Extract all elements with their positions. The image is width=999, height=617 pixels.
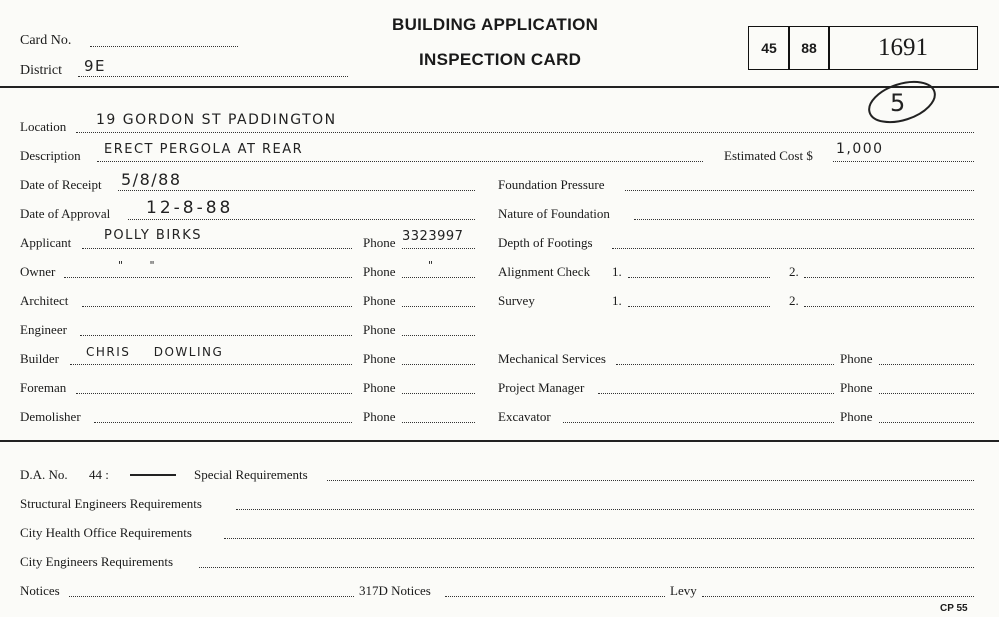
title-line2: INSPECTION CARD (419, 50, 582, 69)
survey-num-2: 2. (789, 293, 799, 308)
alignment-check-label: Alignment Check (498, 264, 591, 279)
structural-label: Structural Engineers Requirements (20, 496, 202, 511)
mechanical-label: Mechanical Services (498, 351, 606, 366)
mechanical-field[interactable] (616, 364, 834, 365)
demolisher-label: Demolisher (20, 409, 81, 424)
foreman-phone-field[interactable] (402, 393, 475, 394)
alignment-field-1[interactable] (628, 277, 770, 278)
card-no-field[interactable] (90, 46, 238, 47)
survey-field-2[interactable] (804, 306, 974, 307)
owner-value: " " (118, 259, 157, 272)
depth-footings-label: Depth of Footings (498, 235, 593, 250)
location-value: 19 GORDON ST PADDINGTON (96, 112, 337, 128)
builder-value: CHRIS DOWLING (86, 345, 224, 359)
applicant-value: POLLY BIRKS (104, 228, 202, 243)
foreman-label: Foreman (20, 380, 67, 395)
excavator-phone-field[interactable] (879, 422, 974, 423)
estimated-cost-value: 1,000 (836, 141, 884, 157)
estimated-cost-label: Estimated Cost $ (724, 148, 813, 163)
date-receipt-label: Date of Receipt (20, 177, 102, 192)
applicant-field[interactable] (82, 248, 352, 249)
district-value: 9E (84, 57, 107, 75)
builder-phone-field[interactable] (402, 364, 475, 365)
special-req-field[interactable] (327, 480, 974, 481)
notices-label: Notices (20, 583, 60, 598)
engineer-label: Engineer (20, 322, 67, 337)
owner-phone-value: " (428, 259, 435, 272)
engineer-phone-label: Phone (363, 322, 396, 337)
builder-label: Builder (20, 351, 59, 366)
card-no-label: Card No. (20, 33, 72, 48)
engineer-field[interactable] (80, 335, 352, 336)
demolisher-phone-field[interactable] (402, 422, 475, 423)
applicant-label: Applicant (20, 235, 72, 250)
city-health-label: City Health Office Requirements (20, 525, 192, 540)
alignment-num-2: 2. (789, 264, 799, 279)
card-number: 1691 (878, 34, 928, 61)
location-field[interactable] (76, 132, 974, 133)
card-number-box (828, 26, 978, 70)
notices-317d-label: 317D Notices (359, 583, 431, 598)
applicant-phone-value: 3323997 (402, 229, 464, 244)
applicant-phone-field[interactable] (402, 248, 475, 249)
owner-label: Owner (20, 264, 56, 279)
year-box-2: 88 (788, 26, 830, 70)
mechanical-phone-field[interactable] (879, 364, 974, 365)
district-field[interactable] (78, 76, 348, 77)
builder-phone-label: Phone (363, 351, 396, 366)
mechanical-phone-label: Phone (840, 351, 873, 366)
demolisher-field[interactable] (94, 422, 352, 423)
nature-foundation-field[interactable] (634, 219, 974, 220)
survey-label: Survey (498, 293, 535, 308)
builder-field[interactable] (70, 364, 352, 365)
nature-foundation-label: Nature of Foundation (498, 206, 610, 221)
special-req-label: Special Requirements (194, 467, 308, 482)
foreman-phone-label: Phone (363, 380, 396, 395)
notices-field[interactable] (69, 596, 354, 597)
project-manager-phone-field[interactable] (879, 393, 974, 394)
description-label: Description (20, 148, 81, 163)
foundation-pressure-field[interactable] (625, 190, 974, 191)
foreman-field[interactable] (76, 393, 352, 394)
year-box-1: 45 (748, 26, 790, 70)
da-no-value: 44 : (89, 467, 109, 482)
da-no-dash (130, 474, 176, 476)
excavator-phone-label: Phone (840, 409, 873, 424)
alignment-num-1: 1. (612, 264, 622, 279)
project-manager-phone-label: Phone (840, 380, 873, 395)
date-receipt-value: 5/8/88 (121, 170, 182, 189)
alignment-field-2[interactable] (804, 277, 974, 278)
description-field[interactable] (97, 161, 703, 162)
city-engineers-label: City Engineers Requirements (20, 554, 174, 569)
form-code: CP 55 (940, 603, 968, 614)
circled-mark-icon (862, 78, 942, 130)
survey-num-1: 1. (612, 293, 622, 308)
estimated-cost-field[interactable] (833, 161, 974, 162)
description-value: ERECT PERGOLA AT REAR (104, 142, 304, 157)
owner-phone-label: Phone (363, 264, 396, 279)
levy-field[interactable] (702, 596, 974, 597)
location-label: Location (20, 119, 67, 134)
survey-field-1[interactable] (628, 306, 770, 307)
owner-phone-field[interactable] (402, 277, 475, 278)
date-approval-value: 12-8-88 (146, 198, 234, 218)
district-label: District (20, 63, 62, 78)
city-engineers-field[interactable] (199, 567, 974, 568)
project-manager-field[interactable] (598, 393, 834, 394)
da-no-label: D.A. No. (20, 467, 68, 482)
owner-field[interactable] (64, 277, 352, 278)
excavator-field[interactable] (563, 422, 834, 423)
header-divider (0, 86, 999, 88)
date-receipt-field[interactable] (118, 190, 475, 191)
demolisher-phone-label: Phone (363, 409, 396, 424)
date-approval-field[interactable] (128, 219, 475, 220)
foundation-pressure-label: Foundation Pressure (498, 177, 605, 192)
date-approval-label: Date of Approval (20, 206, 111, 221)
structural-field[interactable] (236, 509, 974, 510)
architect-phone-label: Phone (363, 293, 396, 308)
title-line1: BUILDING APPLICATION (392, 15, 599, 34)
project-manager-label: Project Manager (498, 380, 585, 395)
notices-317d-field[interactable] (445, 596, 665, 597)
engineer-phone-field[interactable] (402, 335, 475, 336)
architect-label: Architect (20, 293, 69, 308)
architect-field[interactable] (82, 306, 352, 307)
city-health-field[interactable] (224, 538, 974, 539)
architect-phone-field[interactable] (402, 306, 475, 307)
applicant-phone-label: Phone (363, 235, 396, 250)
excavator-label: Excavator (498, 409, 551, 424)
depth-footings-field[interactable] (612, 248, 974, 249)
bottom-divider (0, 440, 999, 442)
svg-text:5: 5 (890, 89, 906, 117)
levy-label: Levy (670, 583, 697, 598)
